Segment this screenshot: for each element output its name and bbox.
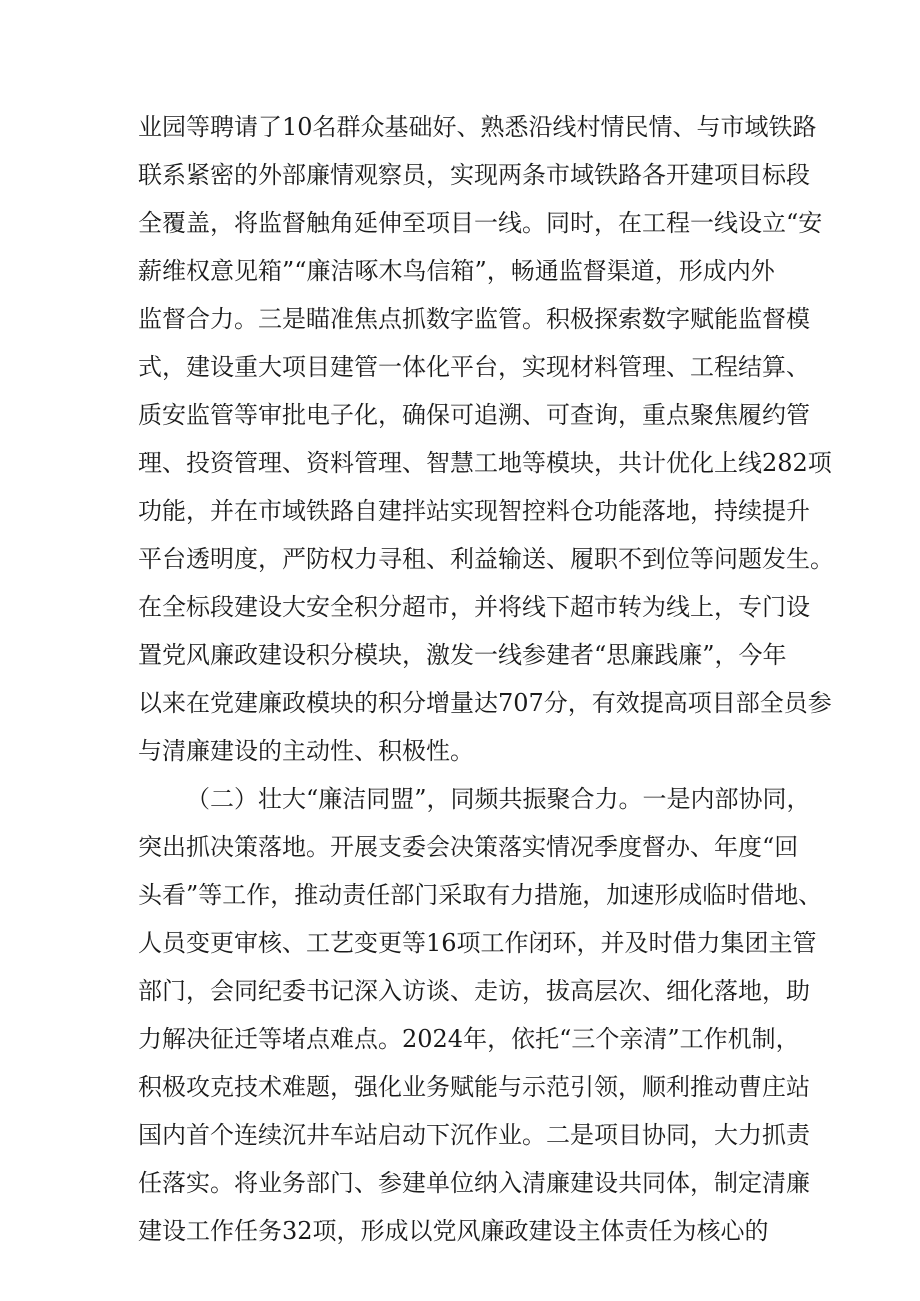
text-line: 建设工作任务32项，形成以党风廉政建设主体责任为核心的 xyxy=(138,1217,769,1245)
text-line: 头看”等工作，推动责任部门采取有力措施，加速形成临时借地、 xyxy=(138,881,823,909)
text-line: 平台透明度，严防权力寻租、利益输送、履职不到位等问题发生。 xyxy=(138,545,834,573)
text-line: 功能，并在市域铁路自建拌站实现智控料仓功能落地，持续提升 xyxy=(138,497,810,525)
text-line: 力解决征迁等堵点难点。2024年，依托“三个亲清”工作机制， xyxy=(138,1025,800,1053)
section-heading-line: （二）壮大“廉洁同盟”，同频共振聚合力。一是内部协同， xyxy=(186,785,811,813)
text-line: 监督合力。三是瞄准焦点抓数字监管。积极探索数字赋能监督模 xyxy=(138,305,810,333)
text-line: 联系紧密的外部廉情观察员，实现两条市域铁路各开建项目标段 xyxy=(138,161,810,189)
text-line: 薪维权意见箱”“廉洁啄木鸟信箱”，畅通监督渠道，形成内外 xyxy=(138,257,775,285)
text-line: 任落实。将业务部门、参建单位纳入清廉建设共同体，制定清廉 xyxy=(138,1169,810,1197)
text-line: 式，建设重大项目建管一体化平台，实现材料管理、工程结算、 xyxy=(138,353,810,381)
text-line: 人员变更审核、工艺变更等16项工作闭环，并及时借力集团主管 xyxy=(138,929,817,957)
text-line: 积极攻克技术难题，强化业务赋能与示范引领，顺利推动曹庄站 xyxy=(138,1073,810,1101)
text-line: 国内首个连续沉井车站启动下沉作业。二是项目协同，大力抓责 xyxy=(138,1121,810,1149)
text-line: 以来在党建廉政模块的积分增量达707分，有效提高项目部全员参 xyxy=(138,689,832,717)
text-line: 突出抓决策落地。开展支委会决策落实情况季度督办、年度“回 xyxy=(138,833,799,861)
text-line: 质安监管等审批电子化，确保可追溯、可查询，重点聚焦履约管 xyxy=(138,401,810,429)
text-line: 理、投资管理、资料管理、智慧工地等模块，共计优化上线282项 xyxy=(138,449,832,477)
text-line: 在全标段建设大安全积分超市，并将线下超市转为线上，专门设 xyxy=(138,593,810,621)
text-line: 置党风廉政建设积分模块，激发一线参建者“思廉践廉”，今年 xyxy=(138,641,787,669)
text-line: 全覆盖，将监督触角延伸至项目一线。同时，在工程一线设立“安 xyxy=(138,209,823,237)
text-line: 业园等聘请了10名群众基础好、熟悉沿线村情民情、与市域铁路 xyxy=(138,113,817,141)
text-line: 与清廉建设的主动性、积极性。 xyxy=(138,737,474,765)
text-line: 部门，会同纪委书记深入访谈、走访，拔高层次、细化落地，助 xyxy=(138,977,810,1005)
